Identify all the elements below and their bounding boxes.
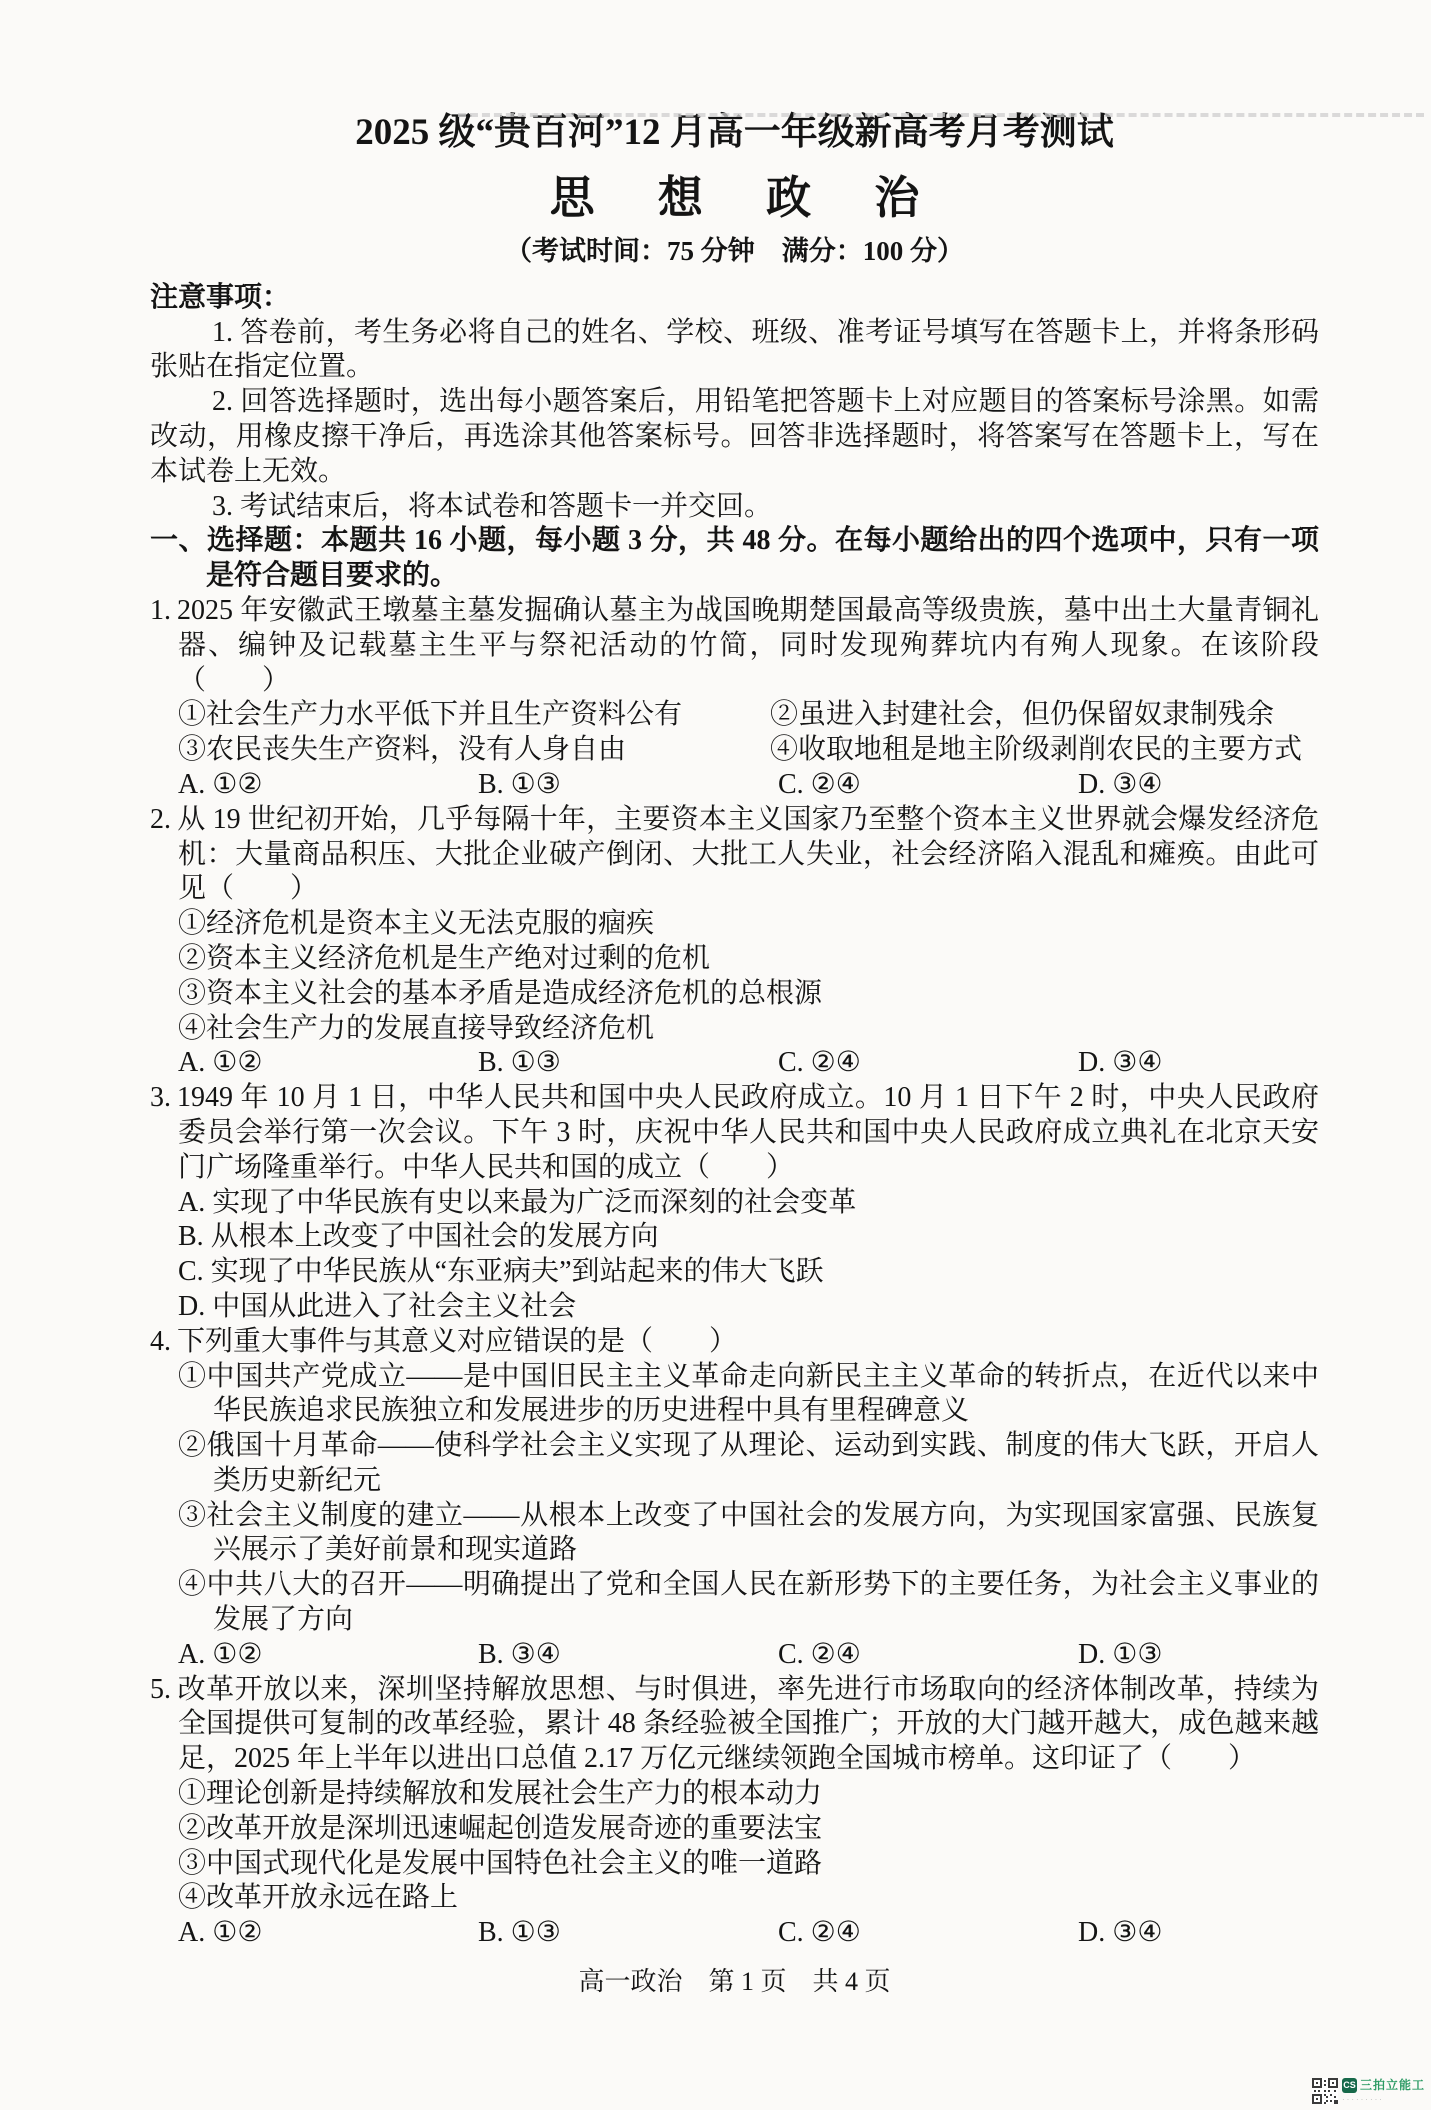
statement-item: ①中国共产党成立——是中国旧民主主义革命走向新民主主义革命的转折点，在近代以来中华民族追求民族独立和发展进步的历史进程中具有里程碑意义 [178,1360,1319,1427]
choice-item: C. 实现了中华民族从“东亚病夫”到站起来的伟大飞跃 [178,1256,824,1288]
statement-row [150,733,1319,768]
option-a: A. ①② [178,1917,263,1949]
statement-row [150,698,1319,733]
option-d: D. ③④ [1078,1917,1163,1949]
question-4 [150,1325,1319,1673]
statement-item: ②资本主义经济危机是生产绝对过剩的危机 [178,942,711,974]
question-5 [150,1673,1319,1951]
notice-item: 2. 回答选择题时，选出每小题答案后，用铅笔把答题卡上对应题目的答案标号涂黑。如需改动，用橡皮擦干净后，再选涂其他答案标号。回答非选择题时，将答案写在答题卡上，写在本试卷上无效。 [150,386,1319,487]
statement-item: ②改革开放是深圳迅速崛起创造发展奇迹的重要法宝 [178,1812,823,1844]
question-number: 3. [150,1082,171,1114]
option-d: D. ③④ [1078,1047,1163,1079]
exam-title: 2025 级“贵百河”12 月高一年级新高考月考测试 [355,112,1114,153]
question-number: 2. [150,803,171,835]
brand-text: 三拍立能工 [1359,2078,1425,2092]
page-footer: 高一政治 第 1 页 共 4 页 [578,1967,891,1997]
statement-item: ④收取地租是地主阶级剥削农民的主要方式 [770,734,1303,766]
question-1 [150,594,1319,803]
statement-item: ④社会生产力的发展直接导致经济危机 [178,1012,655,1044]
option-b: B. ①③ [478,1917,561,1949]
options-row [150,1046,1319,1081]
watermark [1312,2078,1425,2105]
options-row [150,768,1319,803]
statement-item: ①社会生产力水平低下并且生产资料公有 [178,699,683,731]
exam-info: （考试时间：75 分钟 满分：100 分） [505,236,964,266]
watermark-brand-block [1342,2078,1425,2105]
options-row [150,1916,1319,1951]
notices-heading: 注意事项： [150,281,291,313]
option-c: C. ②④ [778,1638,861,1670]
question-number: 5. [150,1673,171,1705]
statement-item: ②虽进入封建社会，但仍保留奴隶制残余 [770,699,1275,731]
question-stem [150,1081,1319,1185]
statement-item: ④改革开放永远在路上 [178,1882,459,1914]
option-b: B. ①③ [478,768,561,800]
option-a: A. ①② [178,768,263,800]
section-heading: 一、选择题：本题共 16 小题，每小题 3 分，共 48 分。在每小题给出的四个选项中，只有一项是符合题目要求的。 [150,525,1319,592]
brand-subtext: ········· [1341,2095,1384,2104]
exam-subject: 思 想 政 治 [549,173,946,223]
option-d: D. ③④ [1078,768,1163,800]
option-d: D. ①③ [1078,1638,1163,1670]
options-row [150,1638,1319,1673]
question-stem [150,1325,1319,1360]
exam-page [0,110,1431,2000]
question-stem-text: 改革开放以来，深圳坚持解放思想、与时俱进，率先进行市场取向的经济体制改革，持续为全国提供可复制的改革经验，累计 48 条经验被全国推广；开放的大门越开越大，成色越来越足，2025 年上半年以进出口总值 2.17 万亿元继续领跑全国城市榜单。这印证了（ ） [177,1673,1319,1775]
question-stem-text: 从 19 世纪初开始，几乎每隔十年，主要资本主义国家乃至整个资本主义世界就会爆发经济危机：大量商品积压、大批企业破产倒闭、大批工人失业，社会经济陷入混乱和瘫痪。由此可见（ ） [177,803,1319,905]
statement-item: ①理论创新是持续解放和发展社会生产力的根本动力 [178,1778,823,1810]
option-a: A. ①② [178,1638,263,1670]
choice-item: D. 中国从此进入了社会主义社会 [178,1290,577,1322]
option-c: C. ②④ [778,1047,861,1079]
option-c: C. ②④ [778,1917,861,1949]
question-stem-text: 1949 年 10 月 1 日，中华人民共和国中央人民政府成立。10 月 1 日下午 2 时，中央人民政府委员会举行第一次会议。下午 3 时，庆祝中华人民共和国中央人民政府成立典礼在北京天安门广场隆重举行。中华人民共和国的成立（ ） [177,1082,1319,1183]
question-stem-text: 下列重大事件与其意义对应错误的是（ ） [177,1325,738,1357]
statement-item: ②俄国十月革命——使科学社会主义实现了从理论、运动到实践、制度的伟大飞跃，开启人类历史新纪元 [178,1430,1319,1496]
notice-item: 3. 考试结束后，将本试卷和答题卡一并交回。 [212,490,773,522]
statement-item: ③资本主义社会的基本矛盾是造成经济危机的总根源 [178,977,823,1009]
question-stem-text: 2025 年安徽武王墩墓主墓发掘确认墓主为战国晚期楚国最高等级贵族，墓中出土大量青铜礼器、编钟及记载墓主生平与祭祀活动的竹简，同时发现殉葬坑内有殉人现象。在该阶段（ ） [177,594,1319,696]
brand-logo-icon: CS [1342,2078,1357,2093]
statement-item: ③社会主义制度的建立——从根本上改变了中国社会的发展方向，为实现国家富强、民族复兴展示了美好前景和现实道路 [178,1499,1319,1566]
question-number: 1. [150,594,171,626]
question-stem [150,594,1319,698]
qr-code-icon [1312,2078,1338,2104]
question-2 [150,803,1319,1081]
option-c: C. ②④ [778,768,861,800]
notice-item: 1. 答卷前，考生务必将自己的姓名、学校、班级、准考证号填写在答题卡上，并将条形码张贴在指定位置。 [150,316,1319,383]
choice-item: B. 从根本上改变了中国社会的发展方向 [178,1221,659,1253]
scan-artifact-top [458,113,1424,117]
question-stem [150,1673,1319,1777]
option-b: B. ③④ [478,1638,561,1670]
question-3 [150,1081,1319,1325]
statement-item: ④中共八大的召开——明确提出了党和全国人民在新形势下的主要任务，为社会主义事业的发展了方向 [178,1569,1319,1636]
question-stem [150,803,1319,907]
choice-item: A. 实现了中华民族有史以来最为广泛而深刻的社会变革 [178,1186,857,1218]
option-b: B. ①③ [478,1047,561,1079]
statement-item: ①经济危机是资本主义无法克服的痼疾 [178,908,655,940]
option-a: A. ①② [178,1047,263,1079]
question-number: 4. [150,1325,171,1357]
statement-item: ③中国式现代化是发展中国特色社会主义的唯一道路 [178,1847,823,1879]
statement-item: ③农民丧失生产资料，没有人身自由 [178,734,627,766]
